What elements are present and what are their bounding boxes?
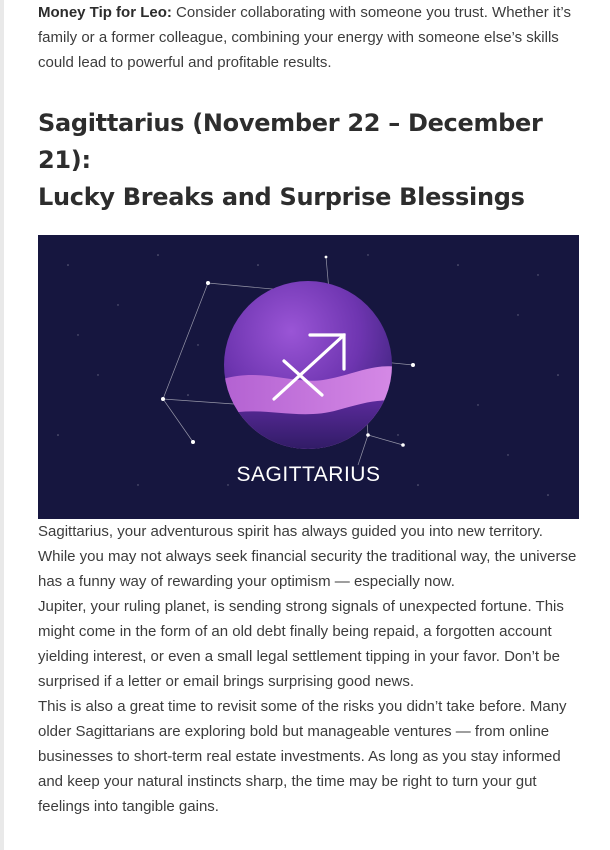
section-heading [38, 105, 578, 216]
money-tip-label: Money Tip for Leo: [38, 4, 172, 21]
money-tip [38, 0, 578, 75]
section-heading-line2: Lucky Breaks and Surprise Blessings [38, 183, 525, 211]
section-heading-line1: Sagittarius (November 22 – December 21): [38, 109, 543, 174]
paragraph-1: Sagittarius, your adventurous spirit has always guided you into new territory. While you may not always seek financial security the traditional way, the universe has a funny way of rewarding your optimism — especially now. [38, 523, 577, 590]
sagittarius-hero-image [38, 235, 579, 519]
paragraph-3: This is also a great time to revisit some of the risks you didn’t take before. Many older Sagittarians are exploring bold but manageable ventures — from online businesses to short-term real estate investments. As long as you stay informed and keep your natural instincts sharp, the time may be right to turn your gut feelings into tangible gains. [38, 698, 567, 815]
article-body [38, 0, 578, 819]
paragraph-2: Jupiter, your ruling planet, is sending strong signals of unexpected fortune. This might come in the form of an old debt finally being repaid, a forgotten account yielding interest, or even a small legal settlement tipping in your favor. Don’t be surprised if a letter or email brings surprising good news. [38, 598, 564, 690]
hero-caption: SAGITTARIUS [236, 463, 381, 486]
money-tip-text: Consider collaborating with someone you trust. Whether it’s family or a former colleague, combining your energy with someone else’s skills could lead to powerful and profitable results. [38, 4, 571, 71]
left-border [0, 0, 4, 850]
